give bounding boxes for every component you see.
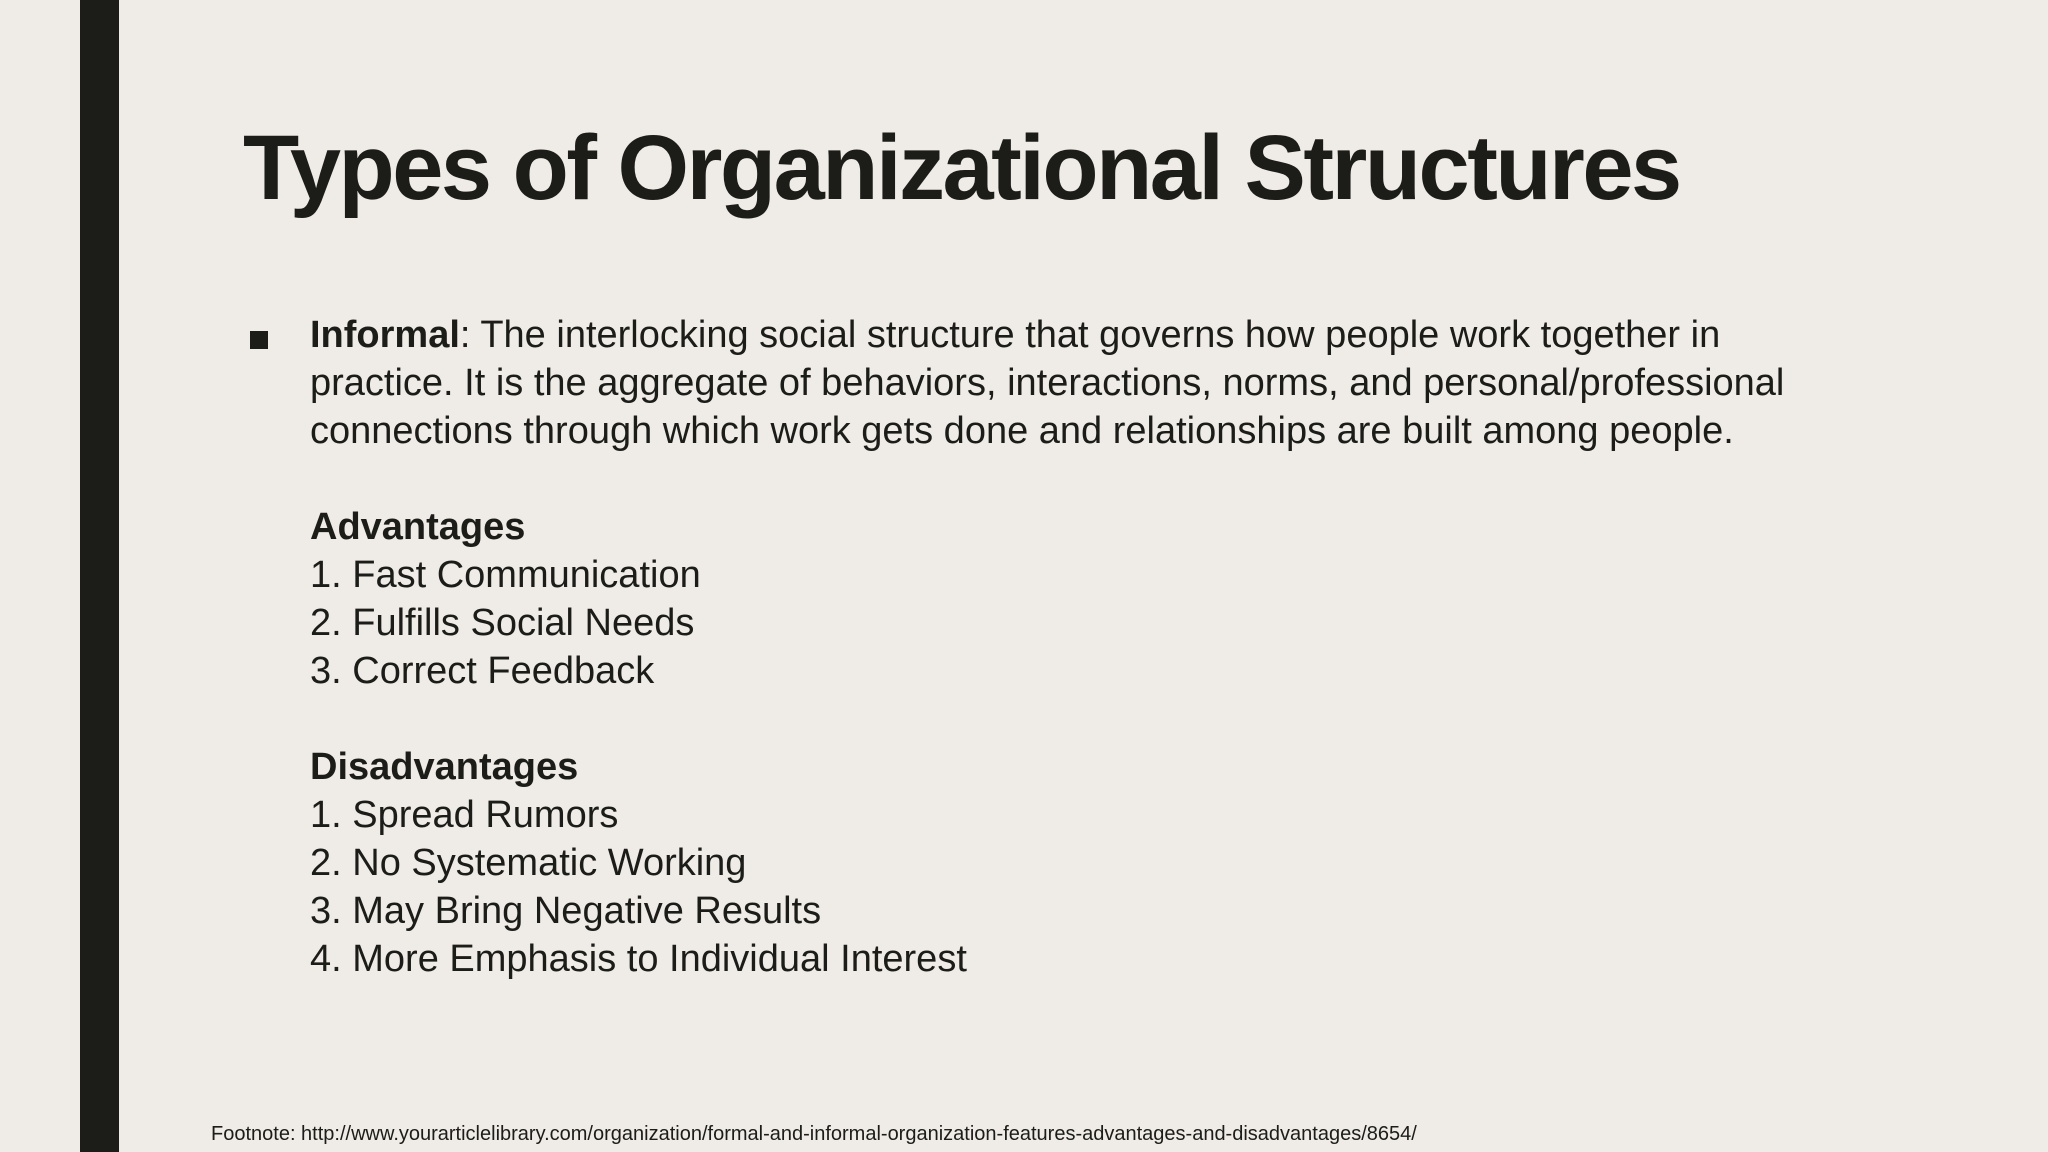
square-bullet-icon [250,331,268,349]
left-accent-bar [80,0,119,1152]
list-item: 2. No Systematic Working [310,842,747,884]
list-item: 3. May Bring Negative Results [310,890,822,932]
bullet-text: : The interlocking social structure that governs how people work together in practice. It is the aggregate of behaviors, interactions, norms, and personal/professional connections through which work gets done and relationships are built among people. [310,314,1785,452]
disadvantages-heading: Disadvantages [310,746,579,788]
disadvantages-list [310,791,1850,983]
list-item: 4. More Emphasis to Individual Interest [310,938,967,980]
advantages-list [310,551,1850,695]
slide-content [310,311,1850,983]
informal-definition [310,311,1850,455]
list-item: 2. Fulfills Social Needs [310,602,695,644]
list-item: 3. Correct Feedback [310,650,655,692]
bullet-term: Informal [310,314,460,356]
list-item: 1. Spread Rumors [310,794,619,836]
advantages-heading: Advantages [310,506,526,548]
list-item: 1. Fast Communication [310,554,701,596]
slide-title: Types of Organizational Structures [243,117,1680,219]
footnote: Footnote: http://www.yourarticlelibrary.com/organization/formal-and-informal-organization-features-advantages-and-disadvantages/8654/ [211,1123,1417,1145]
